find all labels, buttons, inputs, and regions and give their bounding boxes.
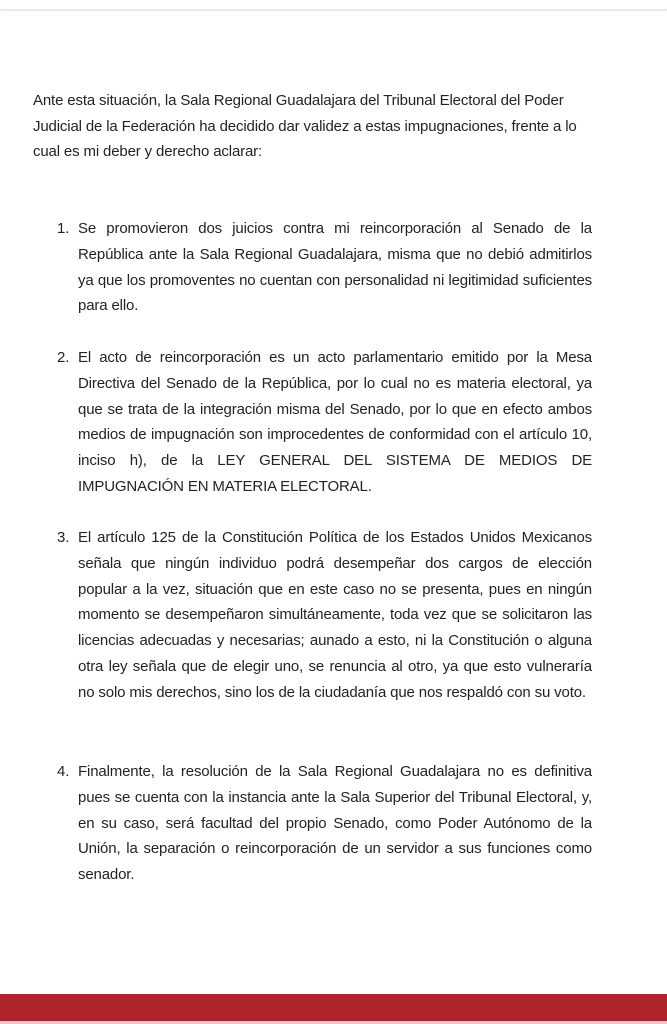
list-item: [57, 759, 592, 888]
list-item-text: Finalmente, la resolución de la Sala Regional Guadalajara no es definitiva pues se cuenta con la instancia ante la Sala Superior del Tribunal Electoral, y, en su caso, será facultad del propio Senado, como Poder Autónomo de la Unión, la separación o reincorporación de un servidor a sus funciones como senador.: [78, 763, 592, 884]
list-item-number: 2.: [57, 349, 70, 366]
page-top-edge: [0, 9, 667, 11]
list-item: [57, 216, 592, 319]
footer-bar: [0, 994, 667, 1021]
intro-paragraph: Ante esta situación, la Sala Regional Guadalajara del Tribunal Electoral del Poder Judicial de la Federación ha decidido dar validez a estas impugnaciones, frente a lo cual es mi deber y derecho aclarar:: [33, 92, 577, 160]
list-item: [57, 525, 592, 706]
list-item-text: El artículo 125 de la Constitución Política de los Estados Unidos Mexicanos señala que ningún individuo podrá desempeñar dos cargos de elección popular a la vez, situación que en este caso no se presenta, pues en ningún momento se desempeñaron simultáneamente, toda vez que se solicitaron las licencias adecuadas y necesarias; aunado a esto, ni la Constitución o alguna otra ley señala que de elegir uno, se renuncia al otro, ya que esto vulneraría no solo mis derechos, sino los de la ciudadanía que nos respaldó con su voto.: [78, 529, 592, 701]
list-item-text: Se promovieron dos juicios contra mi reincorporación al Senado de la República ante la Sala Regional Guadalajara, misma que no debió admitirlos ya que los promoventes no cuentan con personalidad ni legitimidad suficientes para ello.: [78, 220, 592, 315]
list-item-text: El acto de reincorporación es un acto parlamentario emitido por la Mesa Directiva del Senado de la República, por lo cual no es materia electoral, ya que se trata de la integración misma del Senado, por lo que en efecto ambos medios de impugnación son improcedentes de conformidad con el artículo 10, inciso h), de la LEY GENERAL DEL SISTEMA DE MEDIOS DE IMPUGNACIÓN EN MATERIA ELECTORAL.: [78, 349, 592, 495]
list-item-number: 4.: [57, 763, 70, 780]
list-item-number: 3.: [57, 529, 70, 546]
list-item-number: 1.: [57, 220, 70, 237]
list-item: [57, 345, 592, 500]
